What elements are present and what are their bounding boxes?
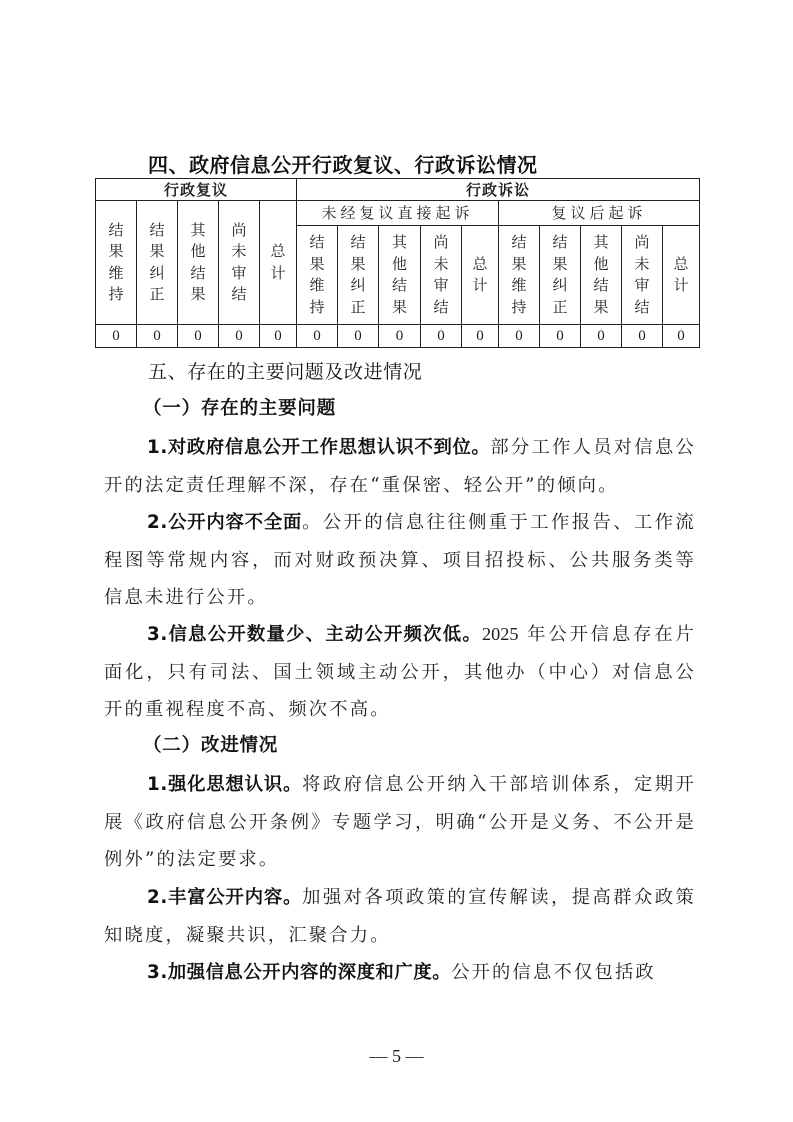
- cell-direct-pending: 0: [421, 325, 462, 348]
- problem-2-lead: 2.公开内容不全面: [147, 512, 303, 533]
- problems-heading: （一）存在的主要问题: [143, 398, 337, 419]
- col-header-after-corrected: 结果纠正: [540, 226, 581, 325]
- improvement-1-text: 将政府信息公开纳入干部培训体系，定期开展《政府信息公开条例》专题学习，明确“公开是义务、不公开是例外”的法定要求。: [104, 774, 696, 870]
- cell-review-total: 0: [260, 325, 297, 348]
- cell-direct-corrected: 0: [338, 325, 379, 348]
- improvement-3-text: 公开的信息不仅包括政: [451, 962, 656, 983]
- cell-after-maintained: 0: [499, 325, 540, 348]
- problem-item-1: [104, 429, 696, 504]
- col-header-review-corrected: 结果纠正: [137, 201, 178, 325]
- page-number: — 5 —: [369, 1046, 424, 1066]
- cell-review-maintained: 0: [96, 325, 137, 348]
- improvement-item-2: [104, 879, 696, 954]
- cell-direct-maintained: 0: [297, 325, 338, 348]
- problem-2-text: 。公开的信息往往侧重于工作报告、工作流程图等常规内容，而对财政预决算、项目招投标、公共服务类等信息未进行公开。: [104, 512, 696, 608]
- col-header-direct-other: 其他结果: [379, 226, 421, 325]
- col-header-after-total: 总计: [663, 226, 700, 325]
- improvements-heading: （二）改进情况: [143, 735, 279, 756]
- improvement-2-text: 加强对各项政策的宣传解读，提高群众政策知晓度，凝聚共识，汇聚合力。: [104, 887, 696, 946]
- improvement-1-lead: 1.强化思想认识。: [147, 774, 303, 795]
- col-header-direct-total: 总计: [462, 226, 499, 325]
- col-header-review-total: 总计: [260, 201, 297, 325]
- col-header-direct-corrected: 结果纠正: [338, 226, 379, 325]
- col-header-direct-maintained: 结果维持: [297, 226, 338, 325]
- col-header-after-pending: 尚未审结: [622, 226, 663, 325]
- problem-1-lead: 1.对政府信息公开工作思想认识不到位。: [147, 437, 491, 458]
- problem-item-3: [104, 616, 696, 729]
- improvement-3-lead: 3.加强信息公开内容的深度和广度。: [147, 962, 452, 983]
- improvement-item-1: [104, 766, 696, 879]
- cell-review-other: 0: [178, 325, 219, 348]
- cell-after-total: 0: [663, 325, 700, 348]
- problem-item-2: [104, 504, 696, 617]
- cell-after-other: 0: [581, 325, 622, 348]
- cell-after-pending: 0: [622, 325, 663, 348]
- cell-after-corrected: 0: [540, 325, 581, 348]
- col-header-review-maintained: 结果维持: [96, 201, 137, 325]
- subgroup-header-after-review: 复议后起诉: [499, 201, 700, 226]
- col-header-after-other: 其他结果: [581, 226, 622, 325]
- cell-review-corrected: 0: [137, 325, 178, 348]
- problem-1-text: 部分工作人员对信息公开的法定责任理解不深，存在“重保密、轻公开”的倾向。: [104, 437, 696, 496]
- section-4-heading: 四、政府信息公开行政复议、行政诉讼情况: [148, 153, 538, 177]
- col-header-after-maintained: 结果维持: [499, 226, 540, 325]
- section-5-heading: 五、存在的主要问题及改进情况: [148, 361, 423, 383]
- group-header-admin-litigation: 行政诉讼: [297, 179, 700, 201]
- problem-3-lead: 3.信息公开数量少、主动公开频次低。: [147, 624, 482, 645]
- group-header-admin-review: 行政复议: [96, 179, 297, 201]
- cell-review-pending: 0: [219, 325, 260, 348]
- improvement-item-3: [104, 954, 696, 992]
- cell-direct-total: 0: [462, 325, 499, 348]
- col-header-review-pending: 尚未审结: [219, 201, 260, 325]
- subgroup-header-direct: 未经复议直接起诉: [297, 201, 499, 226]
- col-header-direct-pending: 尚未审结: [421, 226, 462, 325]
- cell-direct-other: 0: [379, 325, 421, 348]
- review-litigation-table: [95, 178, 700, 348]
- improvement-2-lead: 2.丰富公开内容。: [147, 887, 303, 908]
- problem-3-year: 2025: [481, 624, 519, 644]
- problem-3-text: 年公开信息存在片面化，只有司法、国土领域主动公开，其他办（中心）对信息公开的重视程度不高、频次不高。: [104, 624, 696, 720]
- col-header-review-other: 其他结果: [178, 201, 219, 325]
- table-row-values: [96, 325, 700, 348]
